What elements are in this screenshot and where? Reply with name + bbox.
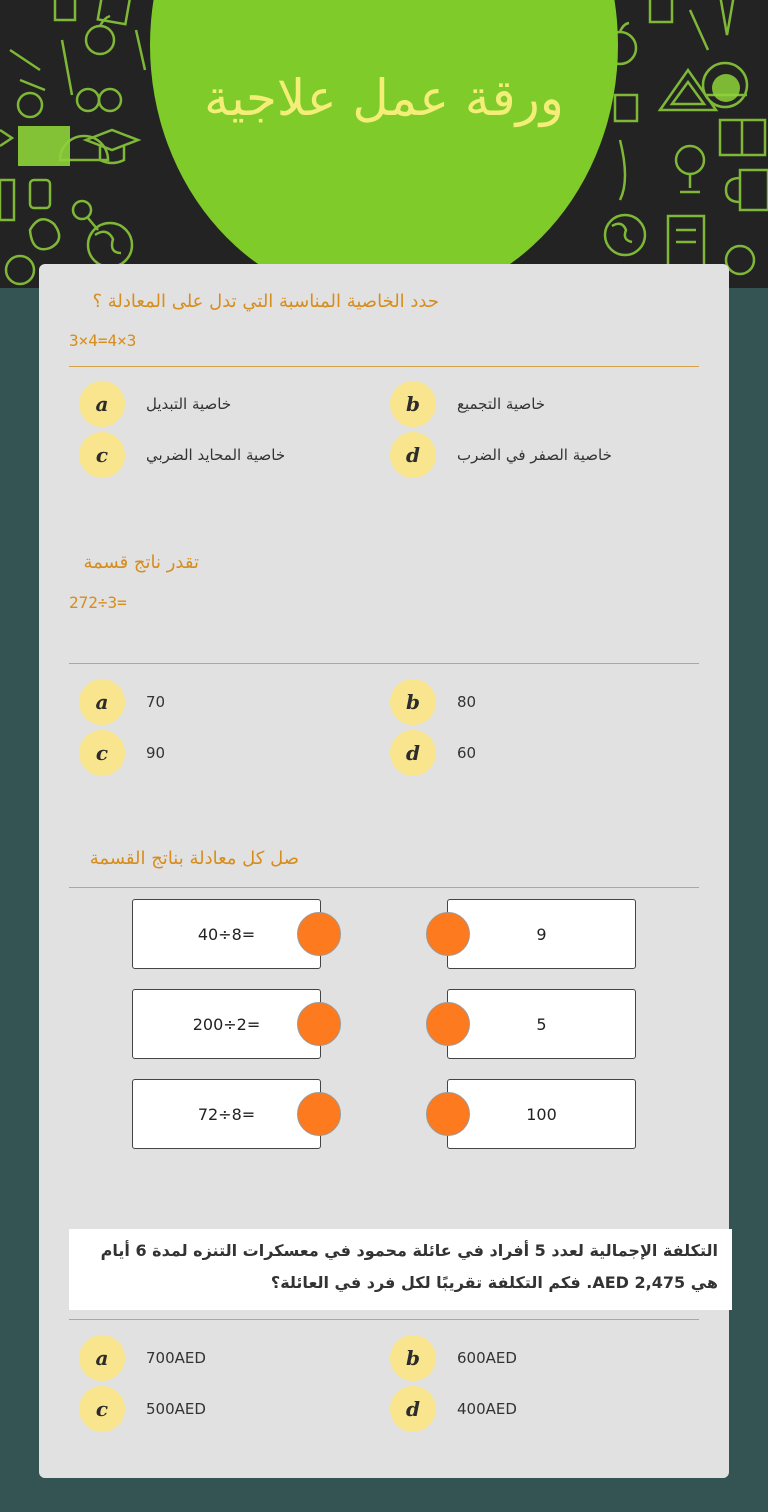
match-left-item[interactable]: 200÷2= (132, 989, 321, 1059)
option-label: 600AED (457, 1349, 517, 1367)
page-title: ورقة عمل علاجية (204, 69, 564, 127)
q1-option-d[interactable] (390, 432, 612, 478)
match-right-item[interactable]: 9 (447, 899, 636, 969)
match-connector-dot[interactable] (426, 1002, 470, 1046)
option-badge: a (79, 381, 125, 427)
option-label: خاصية التبديل (146, 395, 232, 413)
option-label: 700AED (146, 1349, 206, 1367)
option-label: خاصية التجميع (457, 395, 546, 413)
question-1-equation: 3×4=4×3 (69, 331, 137, 350)
match-connector-dot[interactable] (426, 912, 470, 956)
q4-option-c[interactable] (79, 1386, 206, 1432)
option-badge: b (390, 679, 436, 725)
option-badge: c (79, 1386, 125, 1432)
divider (69, 1319, 699, 1320)
question-3-text: صل كل معادلة بناتج القسمة (89, 848, 299, 869)
option-badge: b (390, 1335, 436, 1381)
q1-option-c[interactable] (79, 432, 285, 478)
option-label: 500AED (146, 1400, 206, 1418)
option-label: 70 (146, 693, 166, 711)
question-2-equation: 272÷3= (69, 593, 127, 612)
question-2-text: تقدر ناتج قسمة (83, 552, 199, 573)
header-banner (0, 0, 768, 288)
match-left-item[interactable]: 40÷8= (132, 899, 321, 969)
worksheet-card (39, 264, 729, 1478)
option-label: 80 (457, 693, 477, 711)
divider (69, 663, 699, 664)
option-label: خاصية الصفر في الضرب (457, 446, 612, 464)
option-badge: d (390, 730, 436, 776)
option-badge: a (79, 1335, 125, 1381)
match-connector-dot[interactable] (426, 1092, 470, 1136)
q4-option-b[interactable] (390, 1335, 517, 1381)
option-badge: c (79, 432, 125, 478)
divider (69, 366, 699, 367)
match-left-item[interactable]: 72÷8= (132, 1079, 321, 1149)
option-label: خاصية المحايد الضربي (146, 446, 286, 464)
option-badge: a (79, 679, 125, 725)
option-badge: d (390, 1386, 436, 1432)
option-label: 60 (457, 744, 477, 762)
option-label: 90 (146, 744, 166, 762)
q2-option-b[interactable] (390, 679, 476, 725)
option-badge: c (79, 730, 125, 776)
match-right-item[interactable]: 5 (447, 989, 636, 1059)
q2-option-d[interactable] (390, 730, 476, 776)
question-1-text: حدد الخاصية المناسبة التي تدل على المعادلة ؟ (92, 291, 439, 312)
option-badge: b (390, 381, 436, 427)
match-connector-dot[interactable] (297, 1002, 341, 1046)
q2-option-a[interactable] (79, 679, 165, 725)
question-4-text: التكلفة الإجمالية لعدد 5 أفراد في عائلة محمود في معسكرات التنزه لمدة 6 أيام هي AED 2,475. فكم التكلفة تقريبًا لكل فرد في العائلة؟ (69, 1229, 732, 1310)
q1-option-a[interactable] (79, 381, 231, 427)
q4-option-a[interactable] (79, 1335, 206, 1381)
match-connector-dot[interactable] (297, 912, 341, 956)
match-connector-dot[interactable] (297, 1092, 341, 1136)
match-right-item[interactable]: 100 (447, 1079, 636, 1149)
q1-option-b[interactable] (390, 381, 545, 427)
divider (69, 887, 699, 888)
option-badge: d (390, 432, 436, 478)
q2-option-c[interactable] (79, 730, 165, 776)
option-label: 400AED (457, 1400, 517, 1418)
q4-option-d[interactable] (390, 1386, 517, 1432)
